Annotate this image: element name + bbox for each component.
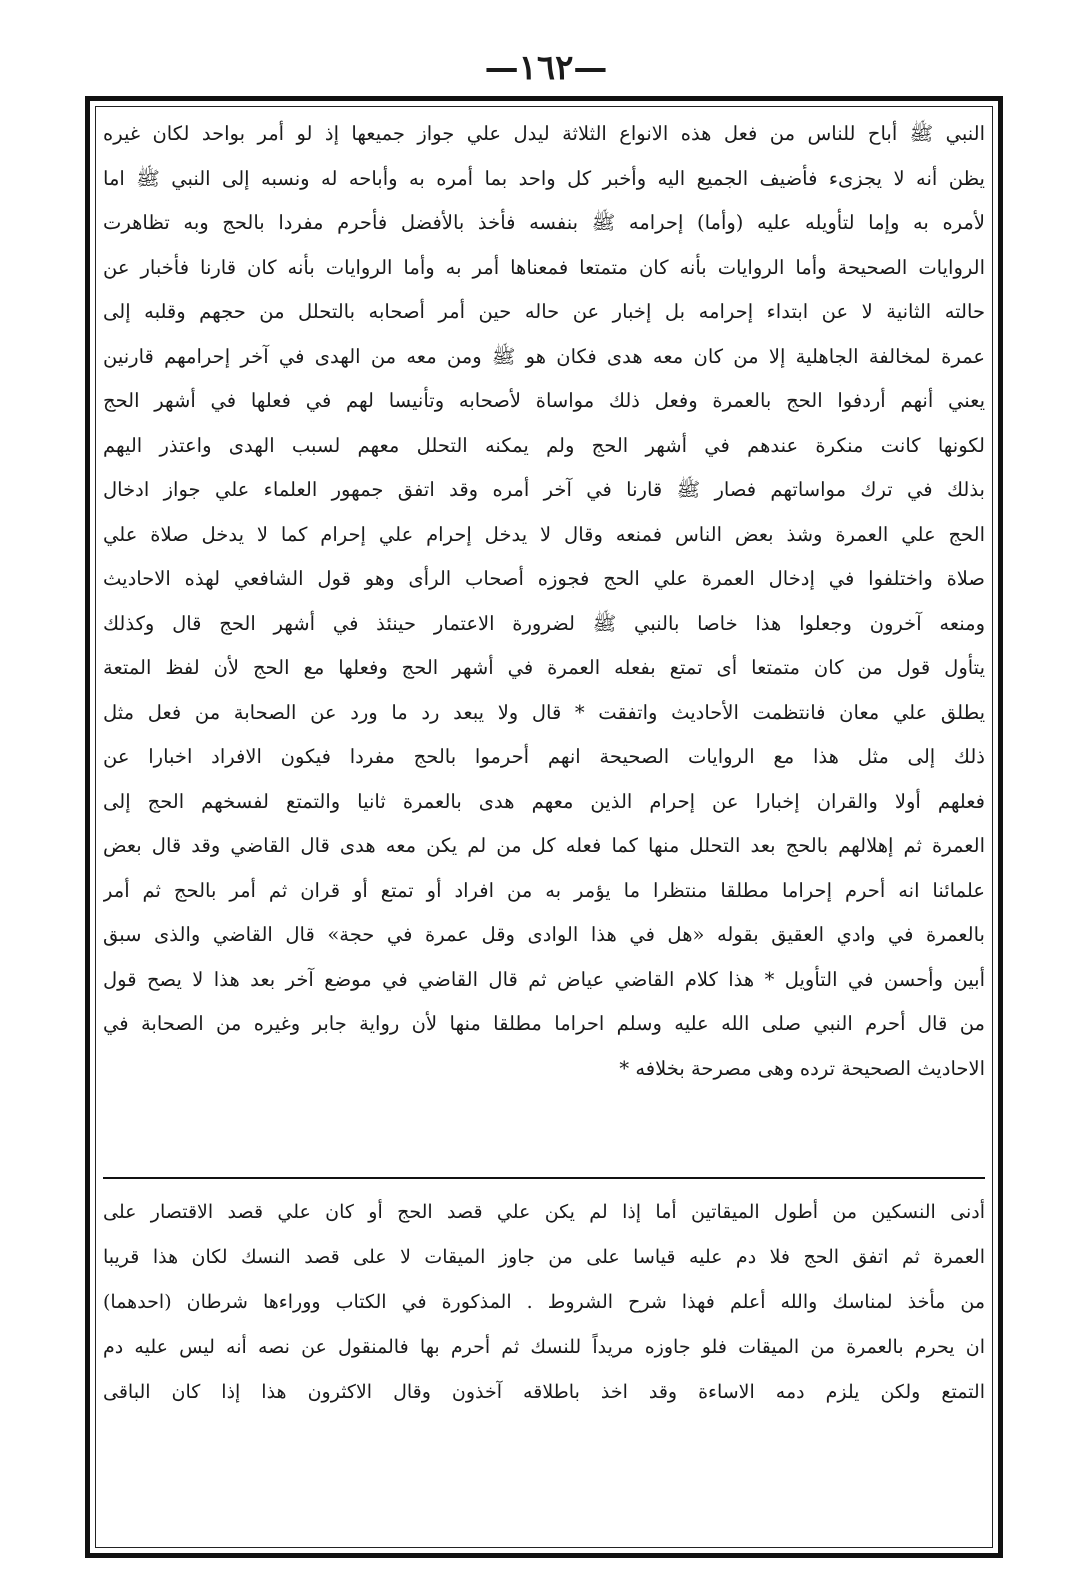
text-line: يتأول قول من كان متمتعا أى تمتع بفعله العمرة في أشهر الحج وفعلها مع الحج لأن لفظ المتعة (103, 656, 985, 679)
text-line: ذلك إلى مثل هذا مع الروايات الصحيحة انهم أحرموا بالحج مفردا فيكون الافراد اخبارا عن (103, 745, 985, 768)
text-line: من قال أحرم النبي صلى الله عليه وسلم احراما مطلقا منها لأن رواية جابر وغيره من الصحابة في (103, 1012, 985, 1035)
text-line: فعلهم أولا والقران إخبارا عن إحرام الذين معهم هدى بالعمرة ثانيا والتمتع لفسخهم الحج إلى (103, 789, 985, 813)
text-line: الروايات الصحيحة وأما الروايات بأنه كان متمتعا فمعناها أمر به وأما الروايات بأنه كان قارنا فأخبار عن (103, 255, 985, 279)
text-line: يظن أنه لا يجزىء فأضيف الجميع اليه وأخبر كل واحد بما أمره به وأباحه له ونسبه إلى النبي ﷺ اما (103, 166, 985, 190)
text-line: علمائنا انه أحرم إحراما مطلقا منتظرا ما يؤمر به من افراد أو تمتع أو قران ثم أمر بالحج ثم أمر (103, 878, 985, 902)
text-line: يعني أنهم أردفوا الحج بالعمرة وفعل ذلك مواساة لأصحابه وتأنيسا لهم في فعلها في أشهر الحج (103, 389, 985, 412)
text-line: لأمره به وإما لتأويله عليه (وأما) إحرامه ﷺ بنفسه فأخذ بالأفضل فأحرم مفردا بالحج وبه تظاهرت (103, 211, 985, 234)
footnote-divider (103, 1177, 985, 1179)
footnote-line: العمرة ثم اتفق الحج فلا دم عليه قياسا على من جاوز الميقات لا على قصد النسك لكان هذا قريبا (103, 1246, 985, 1268)
footnote-line: أدنى النسكين من أطول الميقاتين أما إذا لم يكن علي قصد الحج أو كان علي قصد الاقتصار على (103, 1201, 985, 1223)
text-line: الحج علي العمرة وشذ بعض الناس فمنعه وقال لا يدخل إحرام علي إحرام كما لا يدخل صلاة علي (103, 522, 985, 546)
text-line: العمرة ثم إهلالهم بالحج بعد التحلل منها كما فعله كل من لم يكن معه هدى قال القاضي وقد قال بعض (103, 834, 985, 857)
text-line: الاحاديث الصحيحة ترده وهى مصرحة بخلافه * (619, 1056, 985, 1080)
main-text-block (103, 112, 985, 1172)
text-line: ومنعه آخرون وجعلوا هذا خاصا بالنبي ﷺ لضرورة الاعتمار حينئذ في أشهر الحج قال وكذلك (103, 611, 985, 635)
text-line: لكونها كانت منكرة عندهم في أشهر الحج ولم يمكنه التحلل معهم لسبب الهدى واعتذر اليهم (103, 433, 985, 457)
text-line: يطلق علي معان فانتظمت الأحاديث واتفقت * قال ولا يبعد رد ما ورد عن الصحابة من فعل مثل (103, 700, 985, 724)
text-line: حالته الثانية لا عن ابتداء إحرامه بل إخبار عن حاله حين أمر أصحابه بالتحلل من حجهم وقلبه إلى (103, 300, 985, 323)
footnote-block (103, 1190, 985, 1540)
text-line: أبين وأحسن في التأويل * هذا كلام القاضي عياض ثم قال القاضي في موضع آخر بعد هذا لا يصح قول (103, 967, 985, 991)
text-line: بذلك في ترك مواساتهم فصار ﷺ قارنا في آخر أمره وقد اتفق جمهور العلماء علي جواز ادخال (103, 478, 985, 501)
text-line: بالعمرة في وادي العقيق بقوله «هل في هذا الوادى وقل عمرة في حجة» قال القاضي والذى سبق (103, 923, 985, 946)
footnote-line: من مأخذ لمناسك والله أعلم فهذا شرح الشروط . المذكورة في الكتاب ووراءها شرطان (احدهما) (103, 1291, 985, 1313)
text-line: عمرة لمخالفة الجاهلية إلا من كان معه هدى فكان هو ﷺ ومن معه من الهدى في آخر إحرامهم قارنين (103, 344, 985, 368)
page-number: —١٦٢— (484, 48, 608, 88)
text-line: صلاة واختلفوا في إدخال العمرة علي الحج فجوزه أصحاب الرأى وهو قول الشافعي لهذه الاحاديث (103, 567, 985, 590)
footnote-line: ان يحرم بالعمرة من الميقات فلو جاوزه مريداً للنسك ثم أحرم بها فالمنقول عن نصه أنه ليس عليه دم (103, 1336, 985, 1358)
footnote-line: التمتع ولكن يلزم دمه الاساءة وقد اخذ باطلاقه آخذون وقال الاكثرون هذا إذا كان الباقى (103, 1381, 985, 1403)
text-line: النبي ﷺ أباح للناس من فعل هذه الانواع الثلاثة ليدل علي جواز جميعها إذ لو أمر بواحد لكان غيره (103, 122, 985, 145)
